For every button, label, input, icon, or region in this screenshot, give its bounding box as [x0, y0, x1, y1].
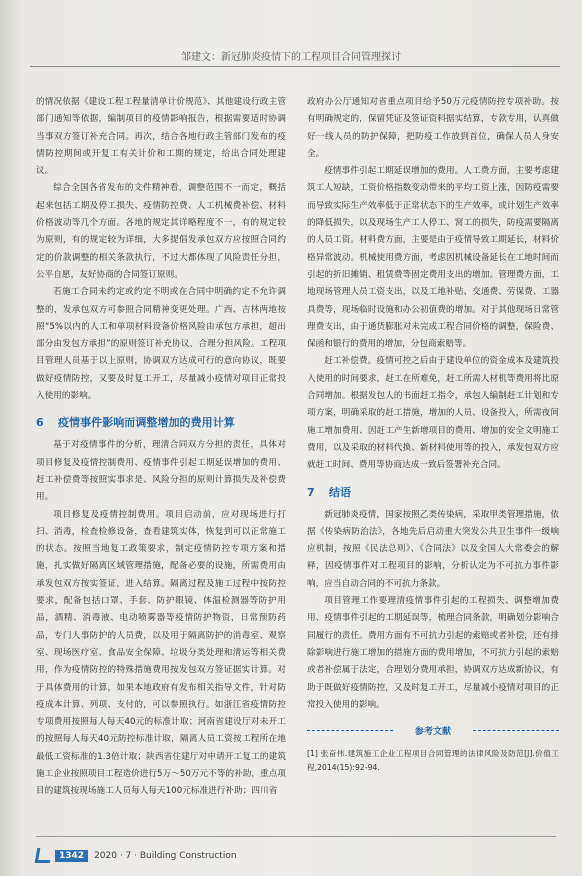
- running-header: 邹建文：新冠肺炎疫情下的工程项目合同管理探讨: [181, 52, 401, 63]
- page-footer: [36, 848, 237, 863]
- paragraph: 综合全国各省发布的文件精神看，调整范围不一而定，概括起来包括工期及停工损失、疫情防控费、人工机械费补偿、材料价格波动等几个方面。各地的规定其详略程度不一，有的规定较为原则，有的规定较为详细，大多提倡发承包双方应按照合同约定的价款调整的相关条款执行，不过大都体现了风险责任分担，公平自愿，友好协商的合同签订原则。: [36, 183, 286, 280]
- footer-rule: [36, 836, 556, 837]
- paragraph: 若施工合同未约定或约定不明或在合同中明确约定不允许调整的，发承包双方可参照合同精神变更处理。广西、吉林两地按照“5%以内的人工和单项材料设备价格风险由承包方承担，超出部分由发包方承担”的原则签订补充协议，合理分担风险。工程项目管理人员基于以上原则，协调双方达成可行的意向协议，既要做好疫情防控，又要及时复工开工，尽量减小疫情对项目正常投入使用的影响。: [36, 287, 286, 402]
- paragraph: 基于对疫情事件的分析，理清合同双方分担的责任，具体对项目修复及疫情控制费用、疫情事件引起工期延误增加的费用、赶工补偿费等按照实事求是、风险分担的原则计算损失及补偿费用。: [36, 440, 286, 503]
- page-number: 1342: [55, 850, 88, 862]
- section-number: 6: [36, 416, 44, 430]
- section-6-heading: [36, 415, 286, 431]
- references-heading: 参考文献: [307, 724, 559, 741]
- header-rule: [30, 66, 560, 67]
- left-column: [36, 94, 286, 801]
- section-7-heading: [307, 485, 559, 501]
- section-number: 7: [307, 485, 315, 499]
- right-column: [307, 94, 559, 775]
- section-title: 疫情事件影响而调整增加的费用计算: [58, 416, 235, 430]
- paragraph: 的情况依据《建设工程工程量清单计价规范》、其他建设行政主管部门通知等依据，编制项目的疫情影响报告，根据需要适时协调当事双方签订补充合同。再次，结合各地行政主管部门发布的疫情防控期间或开复工有关计价和工期的规定，给出合同处理建议。: [36, 97, 286, 177]
- paragraph: 疫情事件引起工期延误增加的费用。人工费方面，主要考虑建筑工人短缺，工资价格指数变动带来的平均工资上涨，因防疫需要而导致实际生产效率低于正常状态下的生产效率，或计划生产效率的降低损失，以及现场生产工人停工、窝工的损失，防疫需要隔离的人员工资。材料费方面，主要是由于疫情导致工期延长，材料价格异常波动。机械使用费方面，考虑因机械设备延长在工地时间而引起的折旧摊销、租赁费等固定费用支出的增加。管理费方面，工地现场管理人员工资支出，以及工地补贴、交通费、劳保费、工器具费等，现场临时设施和办公初值费的增加。对于其他现场日常管理费支出，由于通货膨胀对未完成工程合同价格的调整，保险费、保函和银行的费用的增加，分包商索赔等。: [307, 166, 559, 350]
- paragraph: 政府办公厅通知对省重点项目给予50万元疫情防控专项补助。按有明确规定的，保留凭证及签证资料据实结算，专款专用，认真做好一线人员的防护保障，把防疫工作放到首位，确保人员人身安全。: [307, 97, 559, 159]
- paragraph: 赶工补偿费。疫情可控之后由于建设单位的资金成本及建筑投入使用的时间要求，赶工在所难免，赶工所需人材机等费用将比原合同增加。根据发包人的书面赶工指令，承包人编制赶工计划和专项方案，明确采取的赶工措施，增加的人员、设备投入，所需夜间施工增加费用、因赶工产生新增项目的费用、增加的安全文明施工费用，以及采取的材料代换、新材料使用等的投入，承发包双方应就赶工时间、费用等协商达成一致后签署补充合同。: [307, 356, 559, 471]
- journal-name: 2020 · 7 · Building Construction: [94, 850, 237, 861]
- journal-logo-icon: [35, 848, 53, 863]
- paragraph: 新冠肺炎疫情，国家按照乙类传染病，采取甲类管理措施，依据《传染病防治法》，各地先后启动重大突发公共卫生事件一级响应机制，按照《民法总则》、《合同法》以及全国人大常委会的解释，因疫情事件对工程项目的影响，分析认定为不可抗力事件影响，应当自动合同的不可抗力条款。: [307, 509, 559, 589]
- paragraph: 项目管理工作要理清疫情事件引起的工程损失、调整增加费用、疫情事件引起的工期延误等，梳理合同条款，明确划分影响合同履行的责任。费用方面有不可抗力引起的索赔或者补偿，还有排除影响进行施工增加的措施方面的费用增加，不可抗力引起的索赔或者补偿属于法定，合理划分费用承担，协调双方达成新协议，有助于既做好疫情防控，又及时复工开工，尽量减小疫情对项目的正常投入使用的影响。: [307, 596, 559, 710]
- paragraph: 项目修复及疫情控制费用。项目启动前，应对现场进行打扫、消毒，检查检修设备，查看建筑实体，恢复到可以正常施工的状态。按照当地复工政策要求，制定疫情防控专项方案和措施，扎实做好隔离区域管理措施，配备必要的设施，所需费用由承发包双方按实签证，进入结算。隔离过程及施工过程中按防控要求，配备包括口罩、手套、防护眼镜、体温检测器等防护用品，酒精、消毒液、电动喷雾器等疫情防护物资，日常预防药品，专门人事防护的人员费，以及用于隔离防护的消毒室、观察室、现场医疗室、食品安全保障、垃圾分类处理和清运等相关费用，作为疫情防控的特殊措施费用按发包双方签证据实计算。对于具体费用的计算，如果本地政府有发布相关指导文件，针对防疫成本计算、列项、支付的，可以参照执行。如浙江省疫情防控专项费用按照每人每天40元的标准计取；河南省建设厅对未开工的按照每人每天40元防控标准计取，隔离人员工资按工程所在地最低工资标准的1.3倍计取；陕西省住建厅对申请开工复工的建筑施工企业按照项目工程造价进行5万～50万元不等的补助，重点项目的建筑按现场施工人员每人每天100元标准进行补助；四川省: [36, 509, 286, 797]
- reference-item: [1] 张奋伟.建筑施工企业工程项目合同管理的法律风险及防范[J].价值工程,2014(15):92-94.: [307, 749, 559, 773]
- section-title: 结语: [329, 485, 352, 499]
